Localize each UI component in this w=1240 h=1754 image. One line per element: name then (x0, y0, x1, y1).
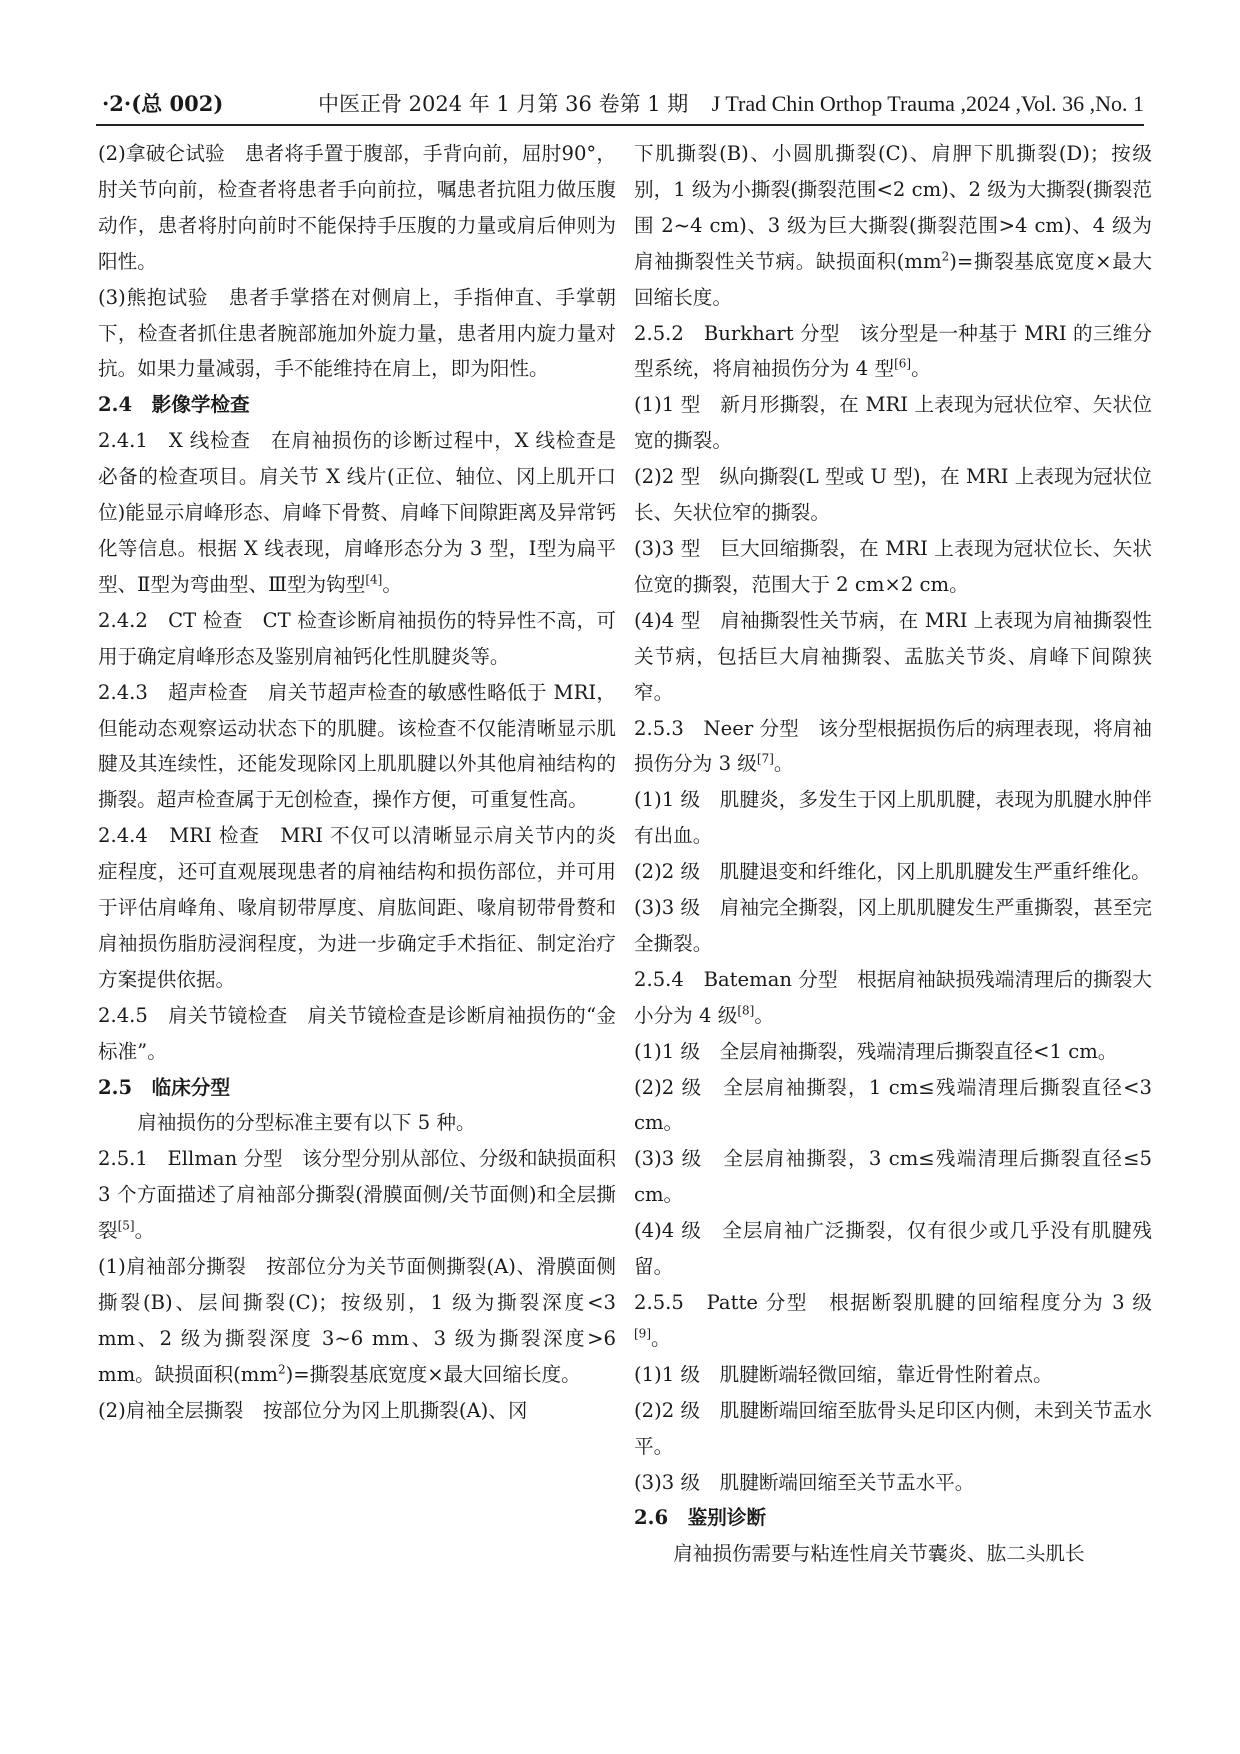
paragraph: (3)3 级 肌腱断端回缩至关节盂水平。 (634, 1470, 975, 1494)
paragraph: (3)3 级 肩袖完全撕裂，冈上肌肌腱发生严重撕裂，甚至完全撕裂。 (634, 896, 1152, 955)
paragraph: 2.5.3 Neer 分型 该分型根据损伤后的病理表现，将肩袖损伤分为 3 级[7]。 (634, 716, 1152, 776)
superscript: 2 (941, 249, 950, 264)
left-column (98, 136, 616, 1429)
text: 2.5.5 Patte 分型 根据断裂肌腱的回缩程度分为 3 级 (634, 1291, 1152, 1314)
paragraph: 2.4.2 CT 检查 CT 检查诊断肩袖损伤的特异性不高，可用于确定肩峰形态及鉴别肩袖钙化性肌腱炎等。 (98, 608, 616, 668)
paragraph: (2)2 级 肌腱断端回缩至肱骨头足印区内侧，未到关节盂水平。 (634, 1398, 1152, 1458)
paragraph: (4)4 型 肩袖撕裂性关节病，在 MRI 上表现为肩袖撕裂性关节病，包括巨大肩袖撕裂、盂肱关节炎、肩峰下间隙狭窄。 (634, 608, 1152, 704)
section-heading: 2.6 鉴别诊断 (634, 1506, 767, 1530)
paragraph: (1)肩袖部分撕裂 按部位分为关节面侧撕裂(A)、滑膜面侧撕裂(B)、层间撕裂(C)；按级别，1 级为撕裂深度<3 mm、2 级为撕裂深度 3~6 mm、3 级为撕裂深度>6 mm。缺损面积$(mm^2)=$撕裂基底宽度×最大回缩长度。 (98, 1255, 616, 1386)
paragraph: 2.4.1 X 线检查 在肩袖损伤的诊断过程中，X 线检查是必备的检查项目。肩关节 X 线片(正位、轴位、冈上肌开口位)能显示肩峰形态、肩峰下骨赘、肩峰下间隙距离及异常钙化等信息。根据 X 线表现，肩峰形态分为 3 型，Ⅰ型为扁平型、Ⅱ型为弯曲型、Ⅲ型为钩型[4]。 (98, 429, 616, 596)
paragraph: 2.4.3 超声检查 肩关节超声检查的敏感性略低于 MRI，但能动态观察运动状态下的肌腱。该检查不仅能清晰显示肌腱及其连续性，还能发现除冈上肌肌腱以外其他肩袖结构的撕裂。超声检查属于无创检查，操作方便，可重复性高。 (98, 680, 616, 812)
paragraph: (1)1 级 全层肩袖撕裂，残端清理后撕裂直径<1 cm。 (634, 1039, 1118, 1063)
paragraph: 肩袖损伤需要与粘连性肩关节囊炎、肱二头肌长 (673, 1542, 1085, 1566)
section-heading: 2.4 影像学检查 (98, 393, 250, 417)
paragraph: (2)2 型 纵向撕裂(L 型或 U 型)，在 MRI 上表现为冠状位长、矢状位窄的撕裂。 (634, 465, 1152, 525)
paragraph: 2.4.4 MRI 检查 MRI 不仅可以清晰显示肩关节内的炎症程度，还可直观展现患者的肩袖结构和损伤部位，并可用于评估肩峰角、喙肩韧带厚度、肩肱间距、喙肩韧带骨赘和肩袖损伤脂肪浸润程度，为进一步确定手术指征、制定治疗方案提供依据。 (98, 824, 616, 991)
journal-issue-cn: 中医正骨 2024 年 1 月第 36 卷第 1 期 (318, 92, 689, 116)
journal-issue-en: J Trad Chin Orthop Trauma ,2024 ,Vol. 36 ,No. 1 (711, 91, 1144, 116)
text: 2.4.1 X 线检查 在肩袖损伤的诊断过程中，X 线检查是必备的检查项目。肩关节 X 线片(正位、轴位、冈上肌开口位)能显示肩峰形态、肩峰下骨赘、肩峰下间隙距离及异常钙化等信息。根据 X 线表现，肩峰形态分为 3 型，Ⅰ型为扁平型、Ⅱ型为弯曲型、Ⅲ型为钩型 (98, 429, 616, 596)
paragraph: 2.4.5 肩关节镜检查 肩关节镜检查是诊断肩袖损伤的“金标准”。 (98, 1003, 616, 1063)
paragraph: (2)拿破仑试验 患者将手置于腹部，手背向前，屈肘90°，肘关节向前，检查者将患者手向前拉，嘱患者抗阻力做压腹动作，患者将肘向前时不能保持手压腹的力量或肩后伸则为阳性。 (98, 142, 616, 273)
section-heading: 2.5 临床分型 (98, 1075, 231, 1099)
paragraph: (1)1 级 肌腱断端轻微回缩，靠近骨性附着点。 (634, 1362, 1053, 1386)
superscript: 2 (277, 1362, 286, 1377)
paragraph: (1)1 级 肌腱炎，多发生于冈上肌肌腱，表现为肌腱水肿伴有出血。 (634, 788, 1152, 848)
paragraph: 下肌撕裂(B)、小圆肌撕裂(C)、肩胛下肌撕裂(D)；按级别，1 级为小撕裂(撕裂范围<2 cm)、2 级为大撕裂(撕裂范围 2~4 cm)、3 级为巨大撕裂(撕裂范围>4 cm)、4 级为肩袖撕裂性关节病。缺损面积$(mm^2)=$撕裂基底宽度×最大回缩长度。 (634, 142, 1152, 309)
paragraph: 2.5.2 Burkhart 分型 该分型是一种基于 MRI 的三维分型系统，将肩袖损伤分为 4 型[6]。 (634, 321, 1152, 381)
paragraph: (2)2 级 全层肩袖撕裂，1 cm≤残端清理后撕裂直径<3 cm。 (634, 1075, 1152, 1135)
right-column (634, 136, 1152, 1572)
text: 2.5.2 Burkhart 分型 该分型是一种基于 MRI 的三维分型系统，将肩袖损伤分为 4 型 (634, 321, 1152, 381)
citation: [4] (365, 572, 383, 587)
paragraph: (3)3 型 巨大回缩撕裂，在 MRI 上表现为冠状位长、矢状位宽的撕裂，范围大于 2 cm×2 cm。 (634, 536, 1152, 596)
header-rule (96, 124, 1144, 126)
text: 2.5.1 Ellman 分型 该分型分别从部位、分级和缺损面积 3 个方面描述了肩袖部分撕裂(滑膜面侧/关节面侧)和全层撕裂 (98, 1147, 616, 1243)
paragraph: (2)肩袖全层撕裂 按部位分为冈上肌撕裂(A)、冈 (98, 1398, 528, 1422)
citation: [7] (756, 751, 774, 766)
text: 2.5.4 Bateman 分型 根据肩袖缺损残端清理后的撕裂大小分为 4 级 (634, 967, 1152, 1027)
paragraph: (2)2 级 肌腱退变和纤维化，冈上肌肌腱发生严重纤维化。 (634, 860, 1151, 884)
paragraph: 肩袖损伤的分型标准主要有以下 5 种。 (137, 1111, 476, 1135)
paragraph: 2.5.4 Bateman 分型 根据肩袖缺损残端清理后的撕裂大小分为 4 级[8]。 (634, 967, 1152, 1027)
page-number: ·2·(总 002) (102, 91, 224, 116)
citation: [9] (634, 1326, 651, 1341)
citation: [6] (894, 356, 912, 371)
citation: [5] (117, 1218, 135, 1233)
paragraph: 2.5.1 Ellman 分型 该分型分别从部位、分级和缺损面积 3 个方面描述了肩袖部分撕裂(滑膜面侧/关节面侧)和全层撕裂[5]。 (98, 1147, 616, 1243)
text: (1)肩袖部分撕裂 按部位分为关节面侧撕裂(A)、滑膜面侧撕裂(B)、层间撕裂(C)；按级别，1 级为撕裂深度<3 mm、2 级为撕裂深度 3~6 mm、3 级为撕裂深度>6 mm。缺损面积(mm (98, 1255, 616, 1386)
running-header (96, 86, 1144, 122)
paragraph: (4)4 级 全层肩袖广泛撕裂，仅有很少或几乎没有肌腱残留。 (634, 1219, 1152, 1279)
paragraph: 2.5.5 Patte 分型 根据断裂肌腱的回缩程度分为 3 级[9]。 (634, 1291, 1152, 1350)
text: 2.5.3 Neer 分型 该分型根据损伤后的病理表现，将肩袖损伤分为 3 级 (634, 716, 1152, 776)
citation: [8] (737, 1003, 755, 1018)
paragraph: (3)3 级 全层肩袖撕裂，3 cm≤残端清理后撕裂直径≤5 cm。 (634, 1147, 1152, 1207)
paragraph: (3)熊抱试验 患者手掌搭在对侧肩上，手指伸直、手掌朝下，检查者抓住患者腕部施加外旋力量，患者用内旋力量对抗。如果力量减弱，手不能维持在肩上，即为阳性。 (98, 285, 616, 381)
paragraph: (1)1 型 新月形撕裂，在 MRI 上表现为冠状位窄、矢状位宽的撕裂。 (634, 393, 1152, 453)
text: 下肌撕裂(B)、小圆肌撕裂(C)、肩胛下肌撕裂(D)；按级别，1 级为小撕裂(撕裂范围<2 cm)、2 级为大撕裂(撕裂范围 2~4 cm)、3 级为巨大撕裂(撕裂范围>4 cm)、4 级为肩袖撕裂性关节病。缺损面积(mm (634, 142, 1152, 273)
